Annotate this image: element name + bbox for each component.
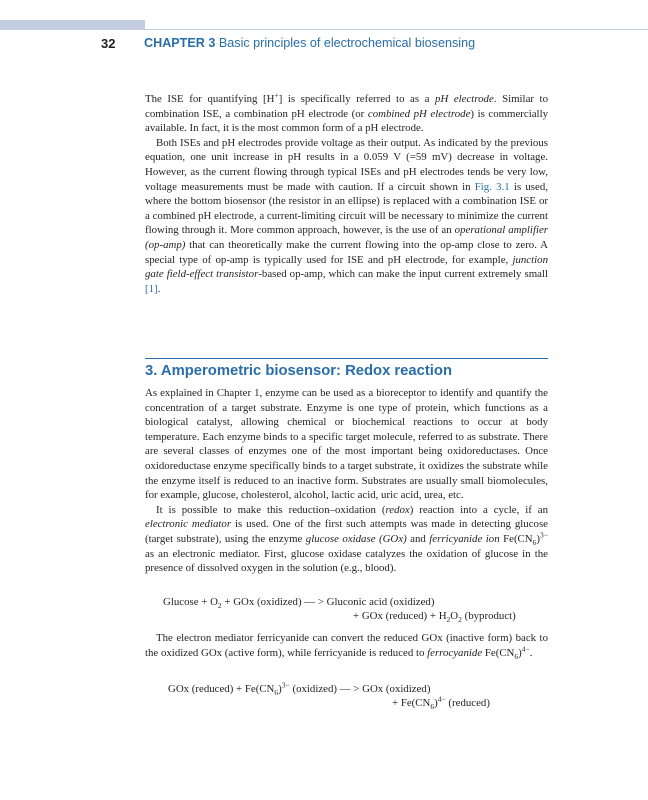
equation-1-line-2: + GOx (reduced) + $H_2O_2$ (byproduct) — [353, 610, 516, 625]
equation-1-line-1: $Glucose + O_2$ + GOx (oxidized) — > Gluconic acid (oxidized) — [163, 596, 435, 611]
page-number: 32 — [101, 36, 116, 51]
paragraph-ferrocyanide: The electron mediator ferricyanide can convert the reduced GOx (inactive form) back to the oxidized GOx (active form), while ferricyanide is reduced to ferrocyanide $Fe(CN_6)^{4-}$. — [145, 632, 548, 661]
paragraph-enzyme: As explained in Chapter 1, enzyme can be used as a bioreceptor to identify and quantify the concentration of a target substrate. Enzyme is one type of protein, which functions as a biological catalyst, allowing chemical or biochemical reactions to occur at body temperature. Each enzyme binds to a specific target molecule, referred to as substrate. There are several classes of enzymes one of the most important being oxidoreductases. Once oxidoreductase enzyme specifically binds to a target substrate, it oxidizes the substrate while the enzyme itself is reduced to an inactive form. Substrates are usually small biomolecules, for example, glucose, cholesterol, alcohol, lactic acid, uric acid, urea, etc. — [145, 387, 548, 502]
figure-link[interactable]: Fig. 3.1 — [474, 180, 510, 193]
running-header — [144, 36, 475, 50]
intro-paragraphs — [145, 92, 548, 296]
equation-2-line-2: + $Fe(CN_6)^{4-}$ (reduced) — [392, 694, 490, 712]
mediator-paragraph-block — [145, 631, 548, 660]
citation-link[interactable]: [1] — [145, 282, 158, 295]
amperometric-paragraphs — [145, 386, 548, 576]
paragraph-redox-cycle: It is possible to make this reduction–oxidation (redox) reaction into a cycle, if an electronic mediator is used. One of the first such attempts was made in detecting glucose (target substrate), using the enzyme glucose oxidase (GOx) and ferricyanide ion $Fe(CN_6)^{3-}$ as an electronic mediator. First, glucose oxidase catalyzes the oxidation of glucose in the presence of dissolved oxygen in the solution (e.g., blood). — [145, 503, 548, 575]
equation-2-line-1: GOx (reduced) + $Fe(CN_6)^{3-}$ (oxidized) — > GOx (oxidized) — [168, 680, 431, 698]
paragraph-voltage-output: Both ISEs and pH electrodes provide voltage as their output. As indicated by the previous equation, one unit increase in pH results in a 0.059 V (=59 mV) decrease in voltage. However, as the current flowing through typical ISEs and pH electrodes tends be very low, voltage measurements must be made with caution. If a circuit shown in Fig. 3.1 is used, where the bottom biosensor (the resistor in an ellipse) is replaced with a combination ISE or a combined pH electrode, a current-limiting circuit will be necessary to minimize the current flowing through it. More common approach, however, is the use of an operational amplifier (op-amp) that can theoretically make the current flowing into the op-amp close to zero. A special type of op-amp is typically used for ISE and pH electrode, for example, junction gate field-effect transistor-based op-amp, which can make the input current extremely small [1]. — [145, 136, 548, 295]
chapter-label: CHAPTER 3 — [144, 36, 216, 50]
header-accent-bar — [0, 20, 145, 30]
section-heading: 3. Amperometric biosensor: Redox reaction — [145, 363, 452, 379]
chapter-title: Basic principles of electrochemical biosensing — [218, 36, 476, 50]
section-rule — [145, 358, 548, 359]
header-rule — [145, 29, 648, 30]
paragraph-ph-electrode: The ISE for quantifying [H+] is specifically referred to as a pH electrode. Similar to combination ISE, a combination pH electrode (or combined pH electrode) is commercially available. In fact, it is the most common form of a pH electrode. — [145, 90, 549, 135]
